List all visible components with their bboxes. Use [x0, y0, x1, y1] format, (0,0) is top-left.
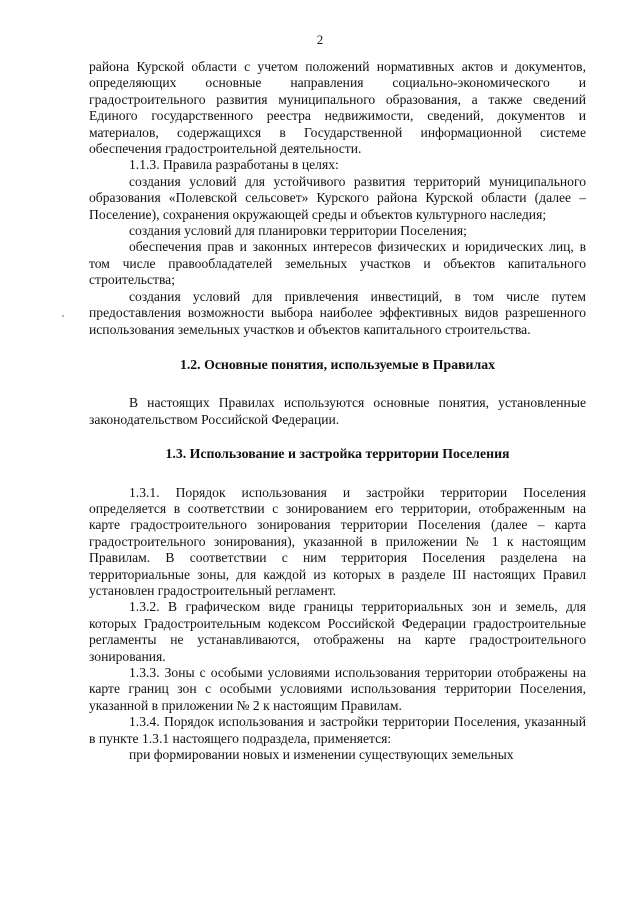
paragraph-1-3-4-item: при формировании новых и изменении существующих земельных	[129, 747, 514, 763]
paragraph-1-3-4: 1.3.4. Порядок использования и застройки территории Поселения, указанный в пункте 1.3.1 настоящего подраздела, применяется:	[89, 714, 586, 746]
paragraph-1-1-3: 1.1.3. Правила разработаны в целях:	[129, 157, 339, 173]
document-body	[89, 59, 586, 763]
section-1-3-heading: 1.3. Использование и застройка территории Поселения	[165, 446, 510, 462]
paragraph-goal-4: создания условий для привлечения инвестиций, в том числе путем предоставления возможности выбора наиболее эффективных видов разрешенного использования земельных участков и объектов капитального строительства.	[89, 288, 586, 337]
paragraph-1-3-1: 1.3.1. Порядок использования и застройки территории Поселения определяется в соответствии с зонированием его территории, отображенным на карте градостроительного зонирования территории Поселения (далее – карта градостроительного зонирования), указанной в приложении № 1 к настоящим Правилам. В соответствии с ним территория Поселения разделена на территориальные зоны, для каждой из которых в разделе III настоящих Правил установлен градостроительный регламент.	[89, 484, 586, 598]
scan-speck	[62, 315, 64, 317]
paragraph-goal-1: создания условий для устойчивого развития территорий муниципального образования «Полевской сельсовет» Курского района Курской области (далее – Поселение), сохранения окружающей среды и объектов культурного наследия;	[89, 173, 586, 222]
page-number: 2	[316, 32, 324, 47]
paragraph-1-3-2: 1.3.2. В графическом виде границы территориальных зон и земель, для которых Градостроительным кодексом Российской Федерации градостроительные регламенты не устанавливаются, отображены на карте градостроительного зонирования.	[89, 599, 586, 664]
section-1-2-text: В настоящих Правилах используются основные понятия, установленные законодательством Российской Федерации.	[89, 395, 586, 427]
paragraph-goal-3: обеспечения прав и законных интересов физических и юридических лиц, в том числе правообладателей земельных участков и объектов капитального строительства;	[89, 239, 586, 288]
section-1-2-heading: 1.2. Основные понятия, используемые в Правилах	[179, 356, 496, 372]
paragraph-goal-2: создания условий для планировки территории Поселения;	[129, 223, 467, 239]
paragraph-1-3-3: 1.3.3. Зоны с особыми условиями использования территории отображены на карте границ зон с особыми условиями использования территории Поселения, указанной в приложении № 2 к настоящим Правилам.	[89, 665, 586, 713]
paragraph-continuation: района Курской области с учетом положений нормативных актов и документов, определяющих основные направления социально-экономического и градостроительного развития муниципального образования, а также сведений Единого государственного реестра недвижимости, сведений, документов и материалов, содержащихся в Государственной информационной системе обеспечения градостроительной деятельности.	[89, 59, 586, 157]
